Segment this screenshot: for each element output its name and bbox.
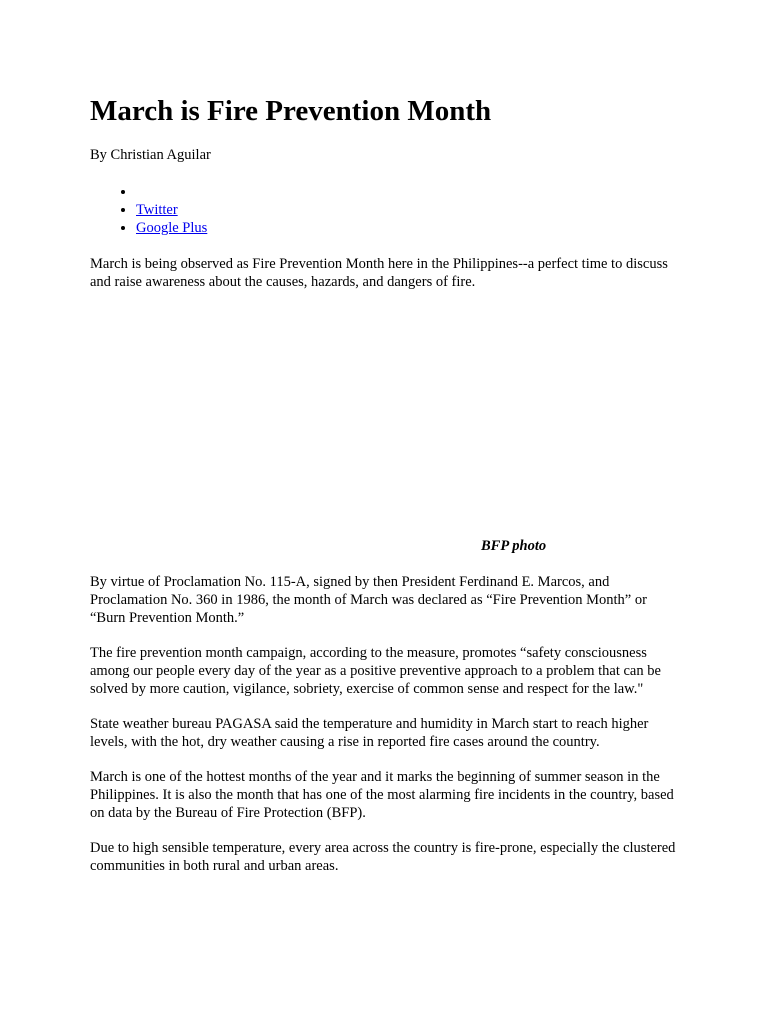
photo-placeholder	[90, 291, 680, 537]
share-item-google-plus	[136, 219, 680, 237]
share-item-twitter	[136, 201, 680, 219]
twitter-link[interactable]: Twitter	[136, 202, 178, 218]
share-links	[90, 183, 680, 237]
body-paragraph: State weather bureau PAGASA said the temperature and humidity in March start to reach higher levels, with the hot, dry weather causing a rise in reported fire cases around the country.	[90, 716, 649, 750]
photo-caption: BFP photo	[481, 538, 547, 554]
body-paragraph: By virtue of Proclamation No. 115-A, signed by then President Ferdinand E. Marcos, and Proclamation No. 360 in 1986, the month of March was declared as “Fire Prevention Month” or “Burn Prevention Month.”	[90, 574, 647, 626]
body-paragraph: March is one of the hottest months of the year and it marks the beginning of summer season in the Philippines. It is also the month that has one of the most alarming fire incidents in the country, based on data by the Bureau of Fire Protection (BFP).	[90, 769, 674, 821]
article	[90, 92, 680, 875]
share-item-empty	[136, 183, 680, 201]
body-paragraph: The fire prevention month campaign, according to the measure, promotes “safety consciousness among our people every day of the year as a positive preventive approach to a problem that can be solved by more caution, vigilance, sobriety, exercise of common sense and respect for the law."	[90, 645, 661, 697]
byline: By Christian Aguilar	[90, 147, 211, 163]
article-title: March is Fire Prevention Month	[90, 95, 492, 127]
intro-paragraph: March is being observed as Fire Prevention Month here in the Philippines--a perfect time to discuss and raise awareness about the causes, hazards, and dangers of fire.	[90, 256, 668, 290]
body-paragraph: Due to high sensible temperature, every area across the country is fire-prone, especially the clustered communities in both rural and urban areas.	[90, 840, 676, 874]
google-plus-link[interactable]: Google Plus	[136, 220, 208, 236]
